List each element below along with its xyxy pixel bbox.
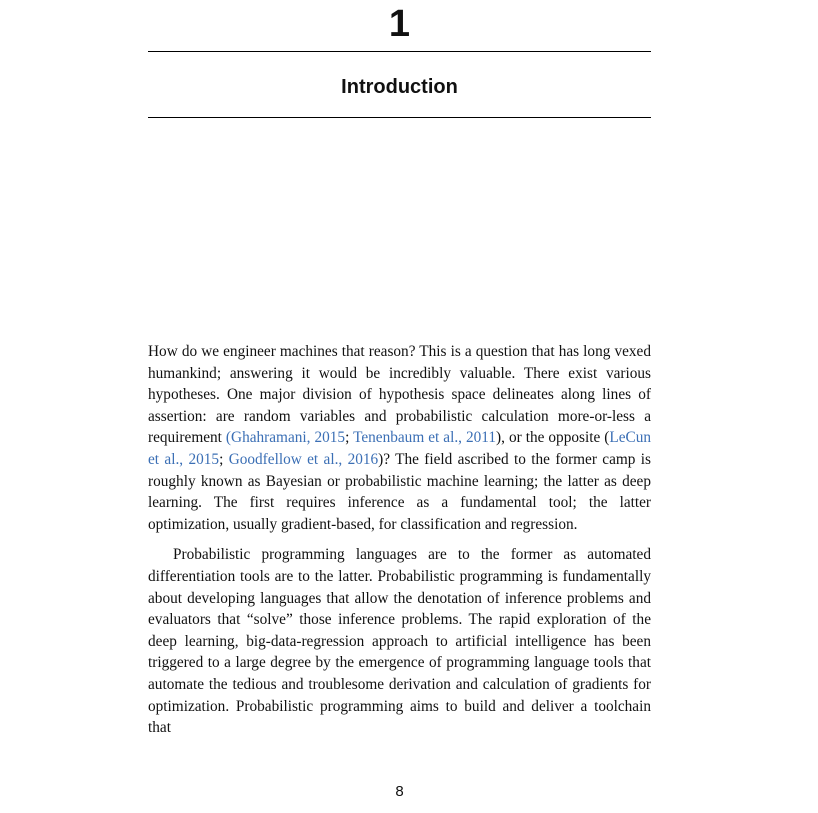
chapter-rule-top — [148, 51, 651, 52]
chapter-body — [148, 341, 651, 739]
paragraph-1 — [148, 341, 651, 535]
page-number: 8 — [395, 783, 404, 800]
chapter-title: Introduction — [341, 76, 458, 98]
paragraph-1-text-a: How do we engineer machines that reason? This is a question that has long vexed humankind; answering it would be incredibly valuable. There exist various hypotheses. One major division of hypothesis space delineates along lines of assertion: are random variables and probabilistic calculation more-or-less a requirement — [148, 343, 651, 447]
paragraph-1-text-c: )? The field ascribed to the former camp is roughly known as Bayesian or probabilistic machine learning; the latter as deep learning. The first requires inference as a fundamental tool; the latter optimization, usually gradient-based, for classification and regression. — [148, 450, 651, 533]
citation-separator: ; — [345, 429, 354, 447]
chapter-number: 1 — [388, 3, 411, 45]
citation-tenenbaum-2011[interactable]: Tenenbaum et al., 2011 — [353, 429, 497, 447]
citation-ghahramani-2015[interactable]: Ghahramani, 2015 — [231, 429, 346, 447]
citation-lecun-2015[interactable]: LeCun et al., 2015 — [148, 429, 651, 468]
citation-separator: ; — [219, 450, 229, 468]
paragraph-1-text-b: ), or the opposite ( — [496, 429, 610, 447]
citation-goodfellow-2016[interactable]: Goodfellow et al., 2016 — [228, 450, 379, 468]
citation-open-paren: ( — [225, 429, 232, 447]
chapter-rule-bottom — [148, 117, 651, 118]
paragraph-2: Probabilistic programming languages are to the former as automated differentiation tools are to the latter. Probabilistic programming is fundamentally about developing languages that allow the denotation of inference problems and evaluators that “solve” those inference problems. The rapid exploration of the deep learning, big-data-regression approach to artificial intelligence has been triggered to a large degree by the emergence of programming language tools that automate the tedious and troublesome derivation and calculation of gradients for optimization. Probabilistic programming aims to build and deliver a toolchain that — [148, 546, 651, 737]
